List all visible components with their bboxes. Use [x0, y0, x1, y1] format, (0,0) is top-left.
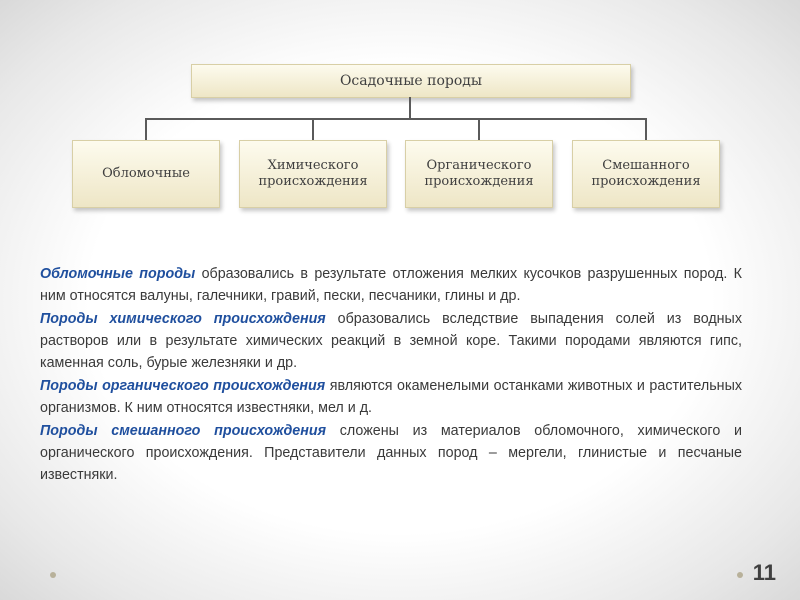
diagram-root-box	[191, 64, 631, 98]
paragraph-text: образовались в результате отложения мелких кусочков разрушенных пород. К ним относятся валуны, галечники, гравий, пески, песчаники, глины и др.	[40, 266, 742, 304]
diagram-child-label: Органического происхождения	[424, 158, 534, 189]
diagram-child-box	[72, 140, 220, 208]
diagram-root-label: Осадочные породы	[339, 73, 483, 89]
term-organic: Породы органического происхождения	[40, 378, 326, 394]
diagram-child-label: Химического происхождения	[258, 158, 368, 189]
connector-vertical-child-0	[145, 118, 147, 140]
bullet-dot-right-icon	[737, 572, 743, 578]
term-mixed: Породы смешанного происхождения	[40, 423, 327, 439]
page-number: 11	[752, 560, 776, 585]
diagram-child-box	[405, 140, 553, 208]
paragraph-text: образовались вследствие выпадения солей из водных растворов или в результате химических реакций в земной коре. Такими породами являются гипс, каменная соль, бурые железняки и др.	[40, 311, 742, 371]
paragraph-text: являются окаменелыми останками животных и растительных организмов. К ним относятся известняки, мел и д.	[40, 378, 742, 416]
diagram-child-box	[572, 140, 720, 208]
paragraph-clastic	[40, 263, 742, 307]
term-clastic: Обломочные породы	[40, 266, 196, 282]
paragraph-chemical	[40, 308, 742, 374]
diagram-child-label: Обломочные	[102, 166, 190, 181]
connector-horizontal	[145, 118, 647, 120]
term-chemical: Породы химического происхождения	[40, 311, 326, 327]
diagram-child-box	[239, 140, 387, 208]
paragraph-organic	[40, 375, 742, 419]
diagram-child-label: Смешанного происхождения	[591, 158, 701, 189]
paragraph-text: сложены из материалов обломочного, химического и органического происхождения. Представители данных пород – мергели, глинистые и песчаные известняки.	[40, 423, 742, 483]
connector-vertical-child-2	[478, 118, 480, 140]
connector-vertical-root	[409, 97, 411, 119]
bullet-dot-left-icon	[50, 572, 56, 578]
connector-vertical-child-1	[312, 118, 314, 140]
paragraph-mixed	[40, 420, 742, 486]
description-text	[40, 263, 742, 487]
connector-vertical-child-3	[645, 118, 647, 140]
